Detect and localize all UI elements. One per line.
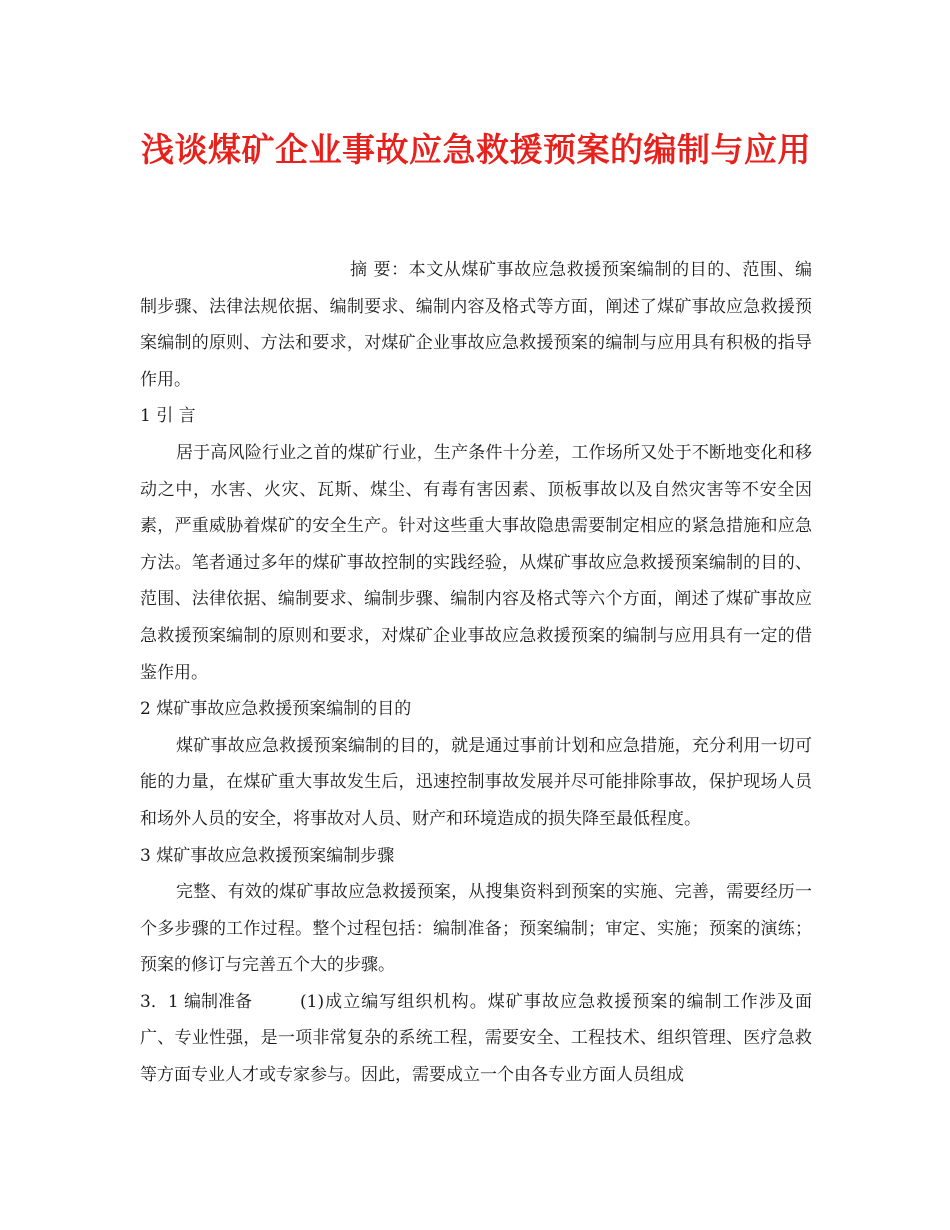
subsection-paragraph <box>140 984 812 1094</box>
section-paragraph-steps: 完整、有效的煤矿事故应急救援预案，从搜集资料到预案的实施、完善，需要经历一个多步骤的工作过程。整个过程包括：编制准备；预案编制；审定、实施；预案的演练；预案的修订与完善五个大的步骤。 <box>140 882 812 976</box>
section-heading-purpose: 2 煤矿事故应急救援预案编制的目的 <box>140 699 412 720</box>
section-paragraph-introduction: 居于高风险行业之首的煤矿行业，生产条件十分差，工作场所又处于不断地变化和移动之中，水害、火灾、瓦斯、煤尘、有毒有害因素、顶板事故以及自然灾害等不安全因素，严重威胁着煤矿的安全生产。针对这些重大事故隐患需要制定相应的紧急措施和应急方法。笔者通过多年的煤矿事故控制的实践经验，从煤矿事故应急救援预案编制的目的、范围、法律依据、编制要求、编制步骤、编制内容及格式等六个方面，阐述了煤矿事故应急救援预案编制的原则和要求，对煤矿企业事故应急救援预案的编制与应用具有一定的借鉴作用。 <box>140 442 812 683</box>
subsection-label: 3．1 编制准备 <box>140 991 253 1012</box>
abstract-paragraph: 摘 要：本文从煤矿事故应急救援预案编制的目的、范围、编制步骤、法律法规依据、编制要求、编制内容及格式等方面，阐述了煤矿事故应急救援预案编制的原则、方法和要求，对煤矿企业事故应急救援预案的编制与应用具有积极的指导作用。 <box>140 260 812 390</box>
document-title: 浅谈煤矿企业事故应急救援预案的编制与应用 <box>141 130 811 169</box>
subsection-text: (1)成立编写组织机构。煤矿事故应急救援预案的编制工作涉及面广、专业性强，是一项非常复杂的系统工程，需要安全、工程技术、组织管理、医疗急救等方面专业人才或专家参与。因此，需要成立一个由各专业方面人员组成 <box>140 991 812 1086</box>
section-heading-steps: 3 煤矿事故应急救援预案编制步骤 <box>140 845 395 866</box>
section-heading-introduction: 1 引 言 <box>140 406 196 427</box>
section-paragraph-purpose: 煤矿事故应急救援预案编制的目的，就是通过事前计划和应急措施，充分利用一切可能的力量，在煤矿重大事故发生后，迅速控制事故发展并尽可能排除事故，保护现场人员和场外人员的安全，将事故对人员、财产和环境造成的损失降至最低程度。 <box>140 735 812 829</box>
document-body <box>140 252 812 1094</box>
